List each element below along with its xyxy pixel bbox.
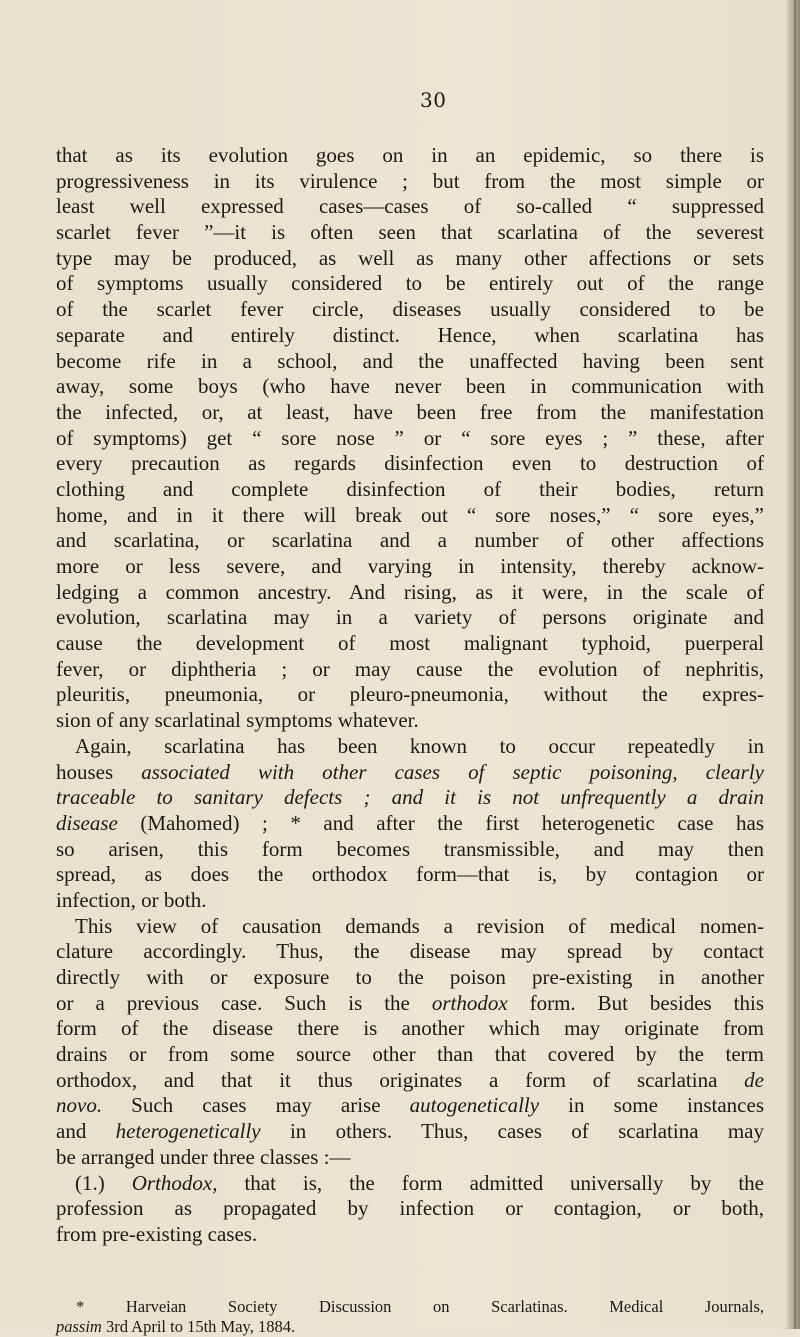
text-line: spread, as does the orthodox form—that is, by contagion or <box>56 862 764 887</box>
text-line <box>56 811 764 837</box>
text-line: Again, scarlatina has been known to occur repeatedly in <box>75 733 764 758</box>
text-line: every precaution as regards disinfection even to destruction of <box>56 451 764 476</box>
italic-run: orthodox <box>431 990 508 1015</box>
text-line: be arranged under three classes :— <box>56 1144 351 1169</box>
footnote <box>56 1297 764 1337</box>
text-line <box>56 1119 764 1145</box>
text-line: evolution, scarlatina may in a variety of persons originate and <box>56 605 764 630</box>
italic-run: heterogenetically <box>115 1119 261 1144</box>
italic-run: novo. <box>56 1093 103 1118</box>
text-line: directly with or exposure to the poison pre-existing in another <box>56 965 764 989</box>
footnote-line <box>56 1317 764 1337</box>
text-run: that is, the form admitted universally by the <box>217 1170 764 1195</box>
text-line: of the scarlet fever circle, diseases usually considered to be <box>56 297 764 322</box>
text-line: that as its evolution goes on in an epidemic, so there is <box>56 143 764 167</box>
text-run: or a previous case. Such is the <box>56 990 432 1015</box>
italic-run: autogenetically <box>409 1093 540 1118</box>
text-line: clature accordingly. Thus, the disease may spread by contact <box>56 939 764 964</box>
text-line: least well expressed cases—cases of so-called “ suppressed <box>56 194 764 219</box>
text-line <box>56 785 764 811</box>
text-run: and <box>56 1119 116 1144</box>
text-line: from pre-existing cases. <box>56 1221 258 1246</box>
text-line: This view of causation demands a revision of medical nomen- <box>75 913 764 938</box>
text-line: profession as propagated by infection or contagion, or both, <box>56 1196 764 1221</box>
text-line: form of the disease there is another which may originate from <box>56 1016 764 1041</box>
body-text <box>56 143 764 1248</box>
text-line: clothing and complete disinfection of their bodies, return <box>56 476 764 501</box>
page-edge-shadow <box>786 0 800 1329</box>
text-line: more or less severe, and varying in intensity, thereby acknow- <box>56 554 764 578</box>
page-number: 30 <box>420 88 447 112</box>
text-line: separate and entirely distinct. Hence, when scarlatina has <box>56 322 764 347</box>
text-run: in some instances <box>539 1093 764 1118</box>
text-line: type may be produced, as well as many other affections or sets <box>56 245 764 270</box>
text-line: cause the development of most malignant typhoid, puerperal <box>56 631 764 656</box>
text-line <box>56 1171 764 1197</box>
text-run: Such cases may arise <box>102 1093 410 1118</box>
text-line <box>56 991 764 1017</box>
text-line: the infected, or, at least, have been free from the manifestation <box>56 399 764 424</box>
italic-run: Orthodox, <box>131 1170 218 1195</box>
page-edge-line <box>794 0 796 1329</box>
text-line: sion of any scarlatinal symptoms whatever. <box>56 708 419 733</box>
text-run: 3rd April to 15th May, 1884. <box>101 1317 296 1336</box>
italic-run: traceable to sanitary defects ; and it is not unfrequently a drain <box>56 785 764 810</box>
text-line: home, and in it there will break out “ sore noses,” “ sore eyes,” <box>56 502 764 527</box>
text-line <box>56 1068 764 1094</box>
footnote-line: * Harveian Society Discussion on Scarlatinas. Medical Journals, <box>76 1297 764 1316</box>
text-run: houses <box>56 759 142 784</box>
italic-run: de <box>744 1067 764 1092</box>
text-run: (Mahomed) ; * and after the first heterogenetic case has <box>117 810 764 835</box>
text-line: and scarlatina, or scarlatina and a number of other affections <box>56 528 764 553</box>
italic-run: disease <box>56 810 118 835</box>
text-line: infection, or both. <box>56 887 207 912</box>
text-line: progressiveness in its virulence ; but from the most simple or <box>56 168 764 193</box>
text-line: away, some boys (who have never been in communication with <box>56 374 764 399</box>
text-line: of symptoms usually considered to be entirely out of the range <box>56 271 764 296</box>
text-line: ledging a common ancestry. And rising, as it were, in the scale of <box>56 579 764 604</box>
text-line <box>56 760 764 786</box>
text-line: of symptoms) get “ sore nose ” or “ sore eyes ; ” these, after <box>56 425 764 450</box>
text-line: become rife in a school, and the unaffected having been sent <box>56 348 764 373</box>
text-line: scarlet fever ”—it is often seen that scarlatina of the severest <box>56 220 764 245</box>
text-line: pleuritis, pneumonia, or pleuro-pneumonia, without the expres- <box>56 682 764 707</box>
text-run: orthodox, and that it thus originates a form of scarlatina <box>56 1067 745 1092</box>
text-run: form. But besides this <box>507 990 764 1015</box>
text-line <box>56 1093 764 1119</box>
italic-run: passim <box>56 1317 102 1336</box>
text-line: fever, or diphtheria ; or may cause the evolution of nephritis, <box>56 656 764 681</box>
text-line: drains or from some source other than that covered by the term <box>56 1042 764 1067</box>
text-run: in others. Thus, cases of scarlatina may <box>260 1119 764 1144</box>
italic-run: associated with other cases of septic poisoning, clearly <box>141 759 765 784</box>
text-run: (1.) <box>75 1170 132 1195</box>
text-line: so arisen, this form becomes transmissible, and may then <box>56 836 764 861</box>
